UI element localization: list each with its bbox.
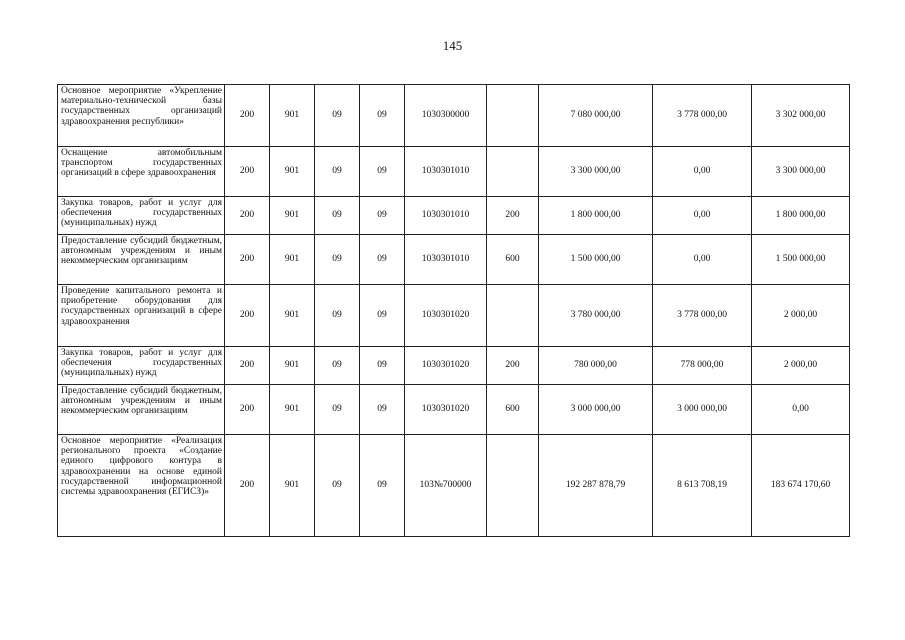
cell-col2: 901	[270, 285, 315, 347]
cell-value-2: 0,00	[653, 197, 752, 235]
cell-vr	[487, 147, 539, 197]
cell-value-1: 3 780 000,00	[539, 285, 653, 347]
cell-col4: 09	[360, 347, 405, 385]
cell-value-2: 0,00	[653, 147, 752, 197]
cell-col1: 200	[225, 285, 270, 347]
cell-col3: 09	[315, 235, 360, 285]
cell-value-2: 8 613 708,19	[653, 435, 752, 537]
cell-col2: 901	[270, 385, 315, 435]
cell-vr	[487, 435, 539, 537]
cell-col4: 09	[360, 285, 405, 347]
cell-col2: 901	[270, 435, 315, 537]
cell-vr: 200	[487, 197, 539, 235]
cell-value-1: 780 000,00	[539, 347, 653, 385]
cell-value-1: 3 000 000,00	[539, 385, 653, 435]
row-name: Основное мероприятие «Реализация регионального проекта «Создание единого цифрового контура в здравоохранении на основе единой государственной информационной системы здравоохранения (ЕГИСЗ)»	[58, 435, 225, 537]
cell-col3: 09	[315, 85, 360, 147]
table-row	[58, 235, 850, 285]
table-row	[58, 197, 850, 235]
cell-col4: 09	[360, 197, 405, 235]
cell-col4: 09	[360, 435, 405, 537]
cell-col3: 09	[315, 285, 360, 347]
table-row	[58, 347, 850, 385]
table-row	[58, 385, 850, 435]
cell-code: 1030301020	[405, 285, 487, 347]
cell-col3: 09	[315, 147, 360, 197]
cell-code: 1030301010	[405, 235, 487, 285]
cell-value-1: 1 500 000,00	[539, 235, 653, 285]
cell-value-1: 1 800 000,00	[539, 197, 653, 235]
cell-code: 1030301020	[405, 385, 487, 435]
cell-value-3: 1 500 000,00	[752, 235, 850, 285]
cell-vr: 200	[487, 347, 539, 385]
cell-value-3: 2 000,00	[752, 285, 850, 347]
cell-value-3: 3 300 000,00	[752, 147, 850, 197]
cell-col2: 901	[270, 147, 315, 197]
cell-col2: 901	[270, 235, 315, 285]
row-name: Закупка товаров, работ и услуг для обеспечения государственных (муниципальных) нужд	[58, 197, 225, 235]
cell-col4: 09	[360, 85, 405, 147]
cell-col3: 09	[315, 347, 360, 385]
cell-vr: 600	[487, 385, 539, 435]
cell-col1: 200	[225, 147, 270, 197]
cell-col4: 09	[360, 235, 405, 285]
cell-col2: 901	[270, 347, 315, 385]
cell-col2: 901	[270, 85, 315, 147]
cell-value-3: 2 000,00	[752, 347, 850, 385]
cell-value-3: 183 674 170,60	[752, 435, 850, 537]
row-name: Основное мероприятие «Укрепление материально-технической базы государственных организаций здравоохранения республики»	[58, 85, 225, 147]
cell-code: 1030300000	[405, 85, 487, 147]
budget-table	[57, 84, 850, 537]
cell-value-2: 3 778 000,00	[653, 285, 752, 347]
cell-value-2: 778 000,00	[653, 347, 752, 385]
cell-value-3: 3 302 000,00	[752, 85, 850, 147]
cell-vr	[487, 285, 539, 347]
cell-value-1: 3 300 000,00	[539, 147, 653, 197]
cell-value-3: 0,00	[752, 385, 850, 435]
table-row	[58, 85, 850, 147]
cell-col4: 09	[360, 147, 405, 197]
cell-col3: 09	[315, 435, 360, 537]
cell-code: 103№700000	[405, 435, 487, 537]
cell-code: 1030301010	[405, 197, 487, 235]
row-name: Предоставление субсидий бюджетным, автономным учреждениям и иным некоммерческим организациям	[58, 235, 225, 285]
table-row	[58, 147, 850, 197]
cell-col1: 200	[225, 85, 270, 147]
cell-value-1: 7 080 000,00	[539, 85, 653, 147]
row-name: Оснащение автомобильным транспортом государственных организаций в сфере здравоохранения	[58, 147, 225, 197]
cell-col1: 200	[225, 347, 270, 385]
cell-col2: 901	[270, 197, 315, 235]
cell-col3: 09	[315, 385, 360, 435]
cell-value-2: 3 778 000,00	[653, 85, 752, 147]
row-name: Закупка товаров, работ и услуг для обеспечения государственных (муниципальных) нужд	[58, 347, 225, 385]
cell-col4: 09	[360, 385, 405, 435]
cell-code: 1030301010	[405, 147, 487, 197]
cell-col1: 200	[225, 435, 270, 537]
table-row	[58, 285, 850, 347]
cell-code: 1030301020	[405, 347, 487, 385]
cell-col1: 200	[225, 197, 270, 235]
cell-value-2: 0,00	[653, 235, 752, 285]
page-number: 145	[442, 38, 463, 53]
cell-value-1: 192 287 878,79	[539, 435, 653, 537]
cell-vr	[487, 85, 539, 147]
cell-value-3: 1 800 000,00	[752, 197, 850, 235]
row-name: Предоставление субсидий бюджетным, автономным учреждениям и иным некоммерческим организациям	[58, 385, 225, 435]
cell-col1: 200	[225, 235, 270, 285]
cell-value-2: 3 000 000,00	[653, 385, 752, 435]
row-name: Проведение капитального ремонта и приобретение оборудования для государственных организаций в сфере здравоохранения	[58, 285, 225, 347]
cell-col3: 09	[315, 197, 360, 235]
table-row	[58, 435, 850, 537]
cell-col1: 200	[225, 385, 270, 435]
cell-vr: 600	[487, 235, 539, 285]
